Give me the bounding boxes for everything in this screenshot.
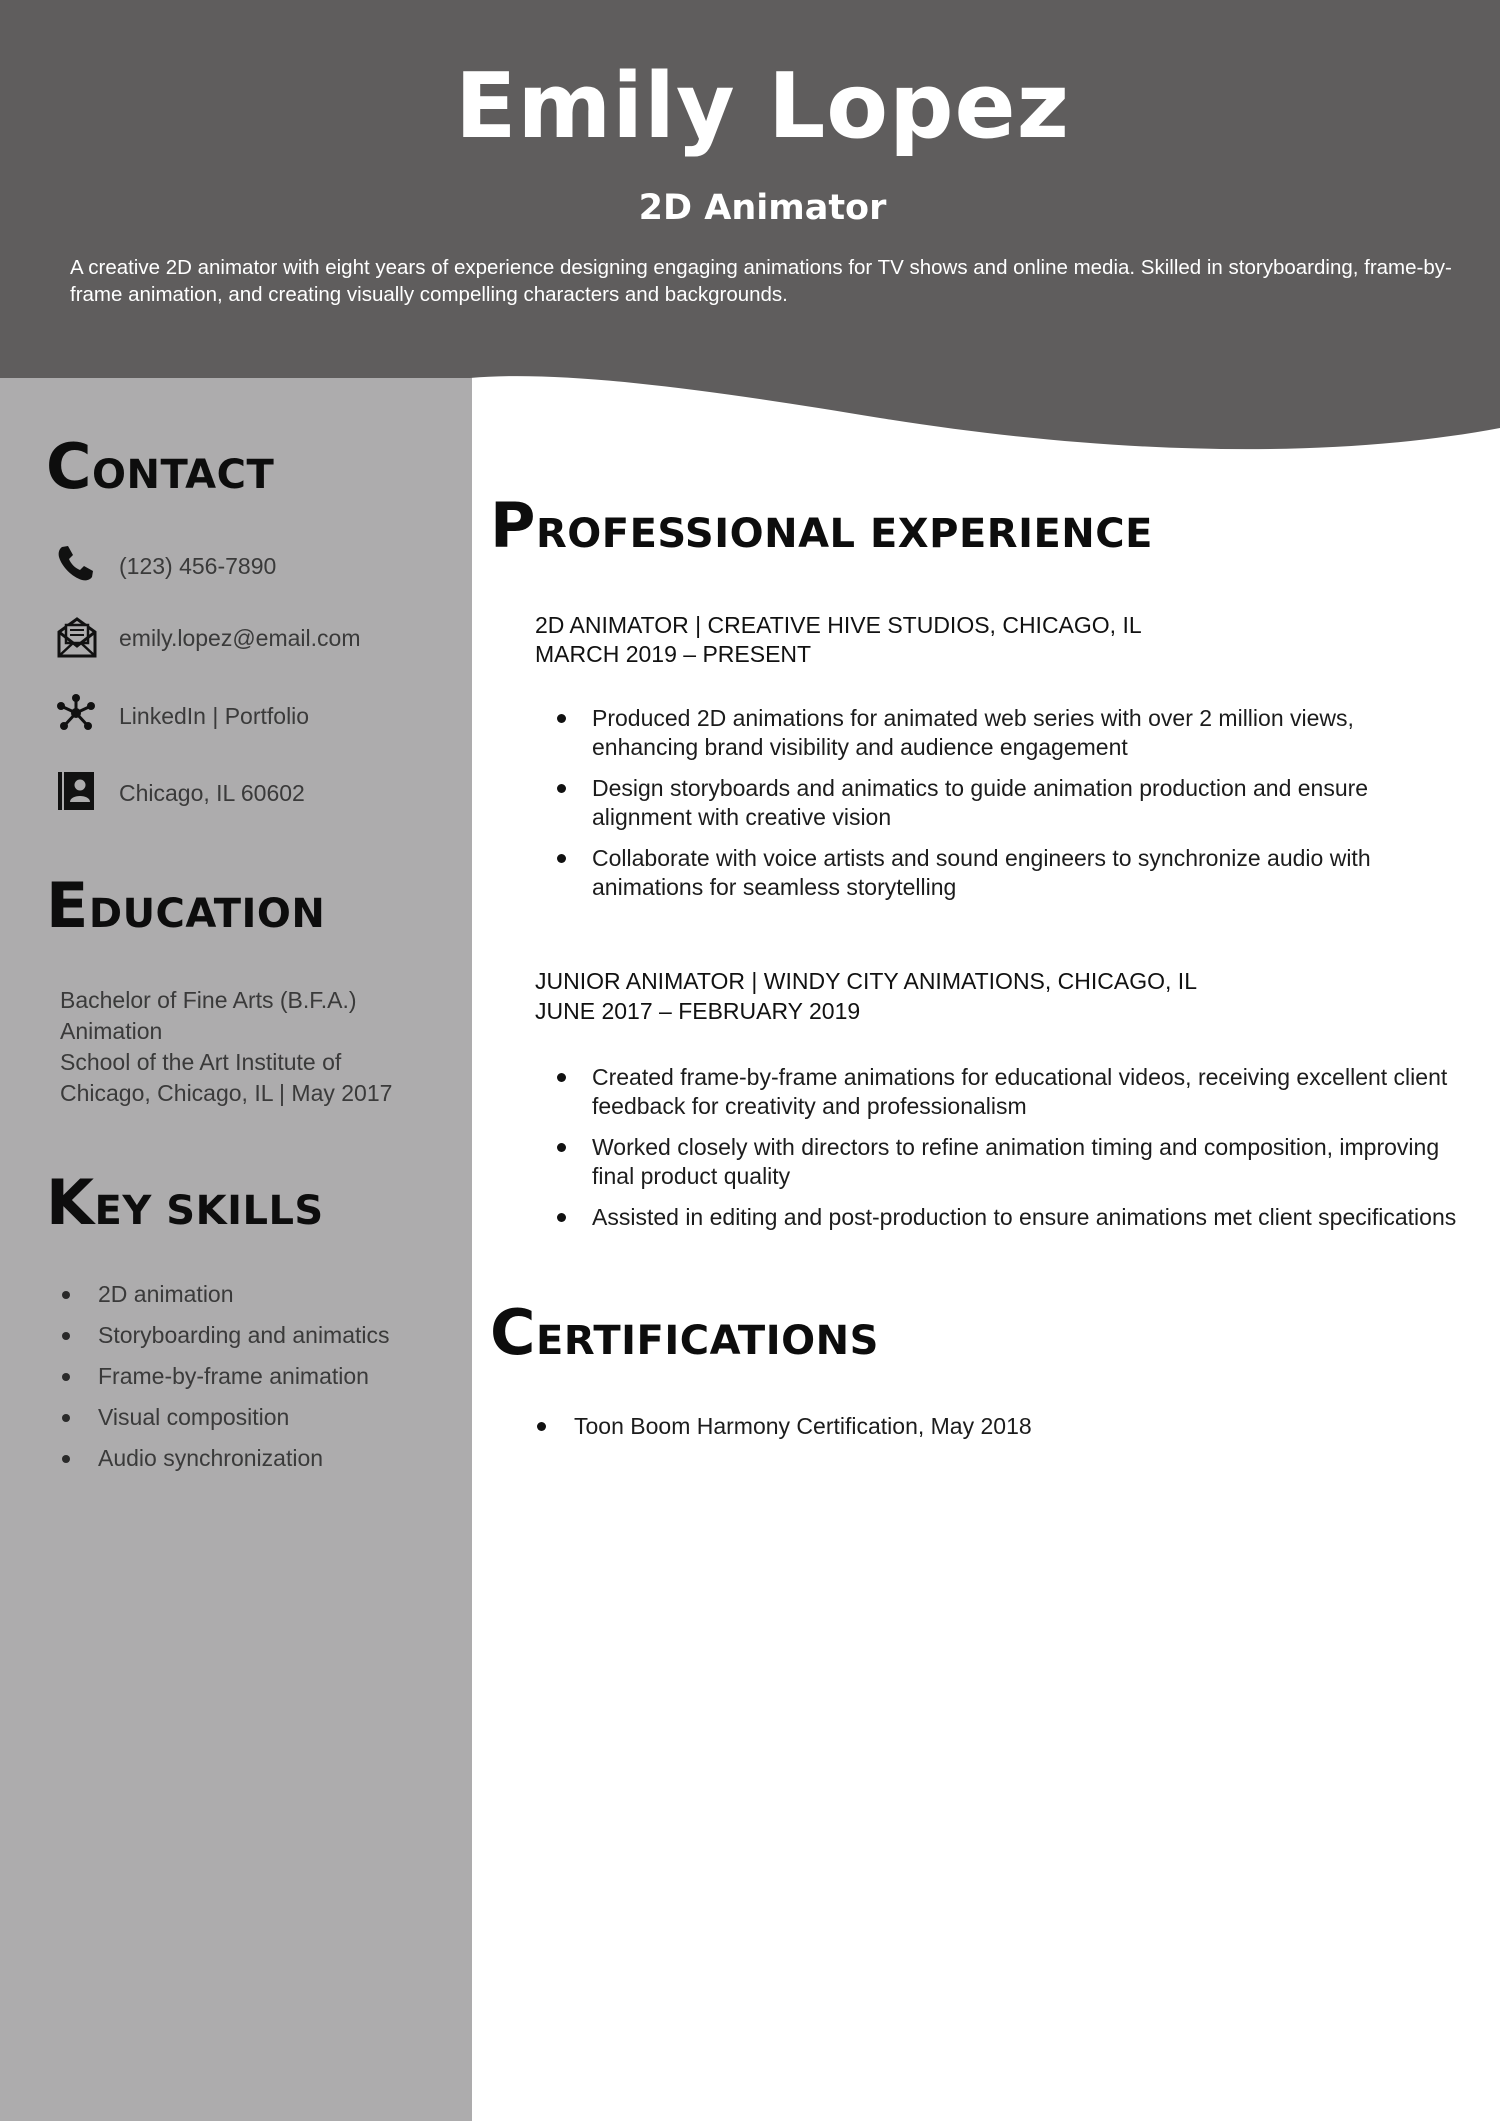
skills-heading: KEY SKILLS: [46, 1166, 324, 1239]
skill-item: Audio synchronization: [60, 1444, 460, 1485]
job-dates: MARCH 2019 – PRESENT: [535, 641, 812, 667]
phone-icon: [56, 543, 96, 583]
education-heading: EDUCATION: [46, 869, 326, 942]
profile-summary: A creative 2D animator with eight years of experience designing engaging animations for TV shows and online media. Skilled in storyboarding, frame-by-frame animation, and creating visually compelling characters and backgrounds.: [70, 256, 1452, 306]
certifications-list: [537, 1412, 1437, 1441]
network-icon: [56, 693, 96, 733]
contact-links-text: LinkedIn | Portfolio: [119, 703, 310, 729]
job-bullet: Produced 2D animations for animated web series with over 2 million views, enhancing brand visibility and audience engagement: [557, 704, 1457, 762]
experience-heading: PROFESSIONAL EXPERIENCE: [490, 489, 1153, 562]
skill-item: Storyboarding and animatics: [60, 1321, 460, 1362]
contact-address[interactable]: [56, 770, 456, 816]
education-major: Animation: [60, 1018, 163, 1044]
contact-heading: CONTACT: [46, 430, 275, 503]
job-bullet: Assisted in editing and post-production to ensure animations met client specifications: [557, 1203, 1457, 1232]
job-bullet: Design storyboards and animatics to guide animation production and ensure alignment with creative vision: [557, 774, 1457, 832]
job-dates: JUNE 2017 – FEBRUARY 2019: [535, 998, 861, 1024]
education-location-date: Chicago, Chicago, IL | May 2017: [60, 1080, 393, 1106]
skill-item: 2D animation: [60, 1280, 460, 1321]
resume-header: [0, 0, 1500, 330]
education-entry: [60, 985, 450, 1109]
candidate-name: Emily Lopez: [455, 54, 1070, 159]
job-title: JUNIOR ANIMATOR | WINDY CITY ANIMATIONS, CHICAGO, IL: [535, 968, 1197, 994]
job-bullets: [557, 1063, 1457, 1244]
job-bullet: Collaborate with voice artists and sound engineers to synchronize audio with animations for seamless storytelling: [557, 844, 1457, 902]
contact-phone[interactable]: [56, 543, 456, 589]
contact-links[interactable]: [56, 693, 456, 739]
certifications-heading: CERTIFICATIONS: [490, 1296, 879, 1369]
job-bullet: Created frame-by-frame animations for educational videos, receiving excellent client feedback for creativity and professionalism: [557, 1063, 1457, 1121]
skills-list: [60, 1280, 460, 1485]
address-book-icon: [56, 770, 96, 812]
education-school: School of the Art Institute of: [60, 1049, 342, 1075]
skill-item: Visual composition: [60, 1403, 460, 1444]
education-degree: Bachelor of Fine Arts (B.F.A.): [60, 987, 357, 1013]
contact-address-text: Chicago, IL 60602: [119, 780, 305, 806]
skill-item: Frame-by-frame animation: [60, 1362, 460, 1403]
job-title: 2D ANIMATOR | CREATIVE HIVE STUDIOS, CHICAGO, IL: [535, 612, 1142, 638]
contact-email-text: emily.lopez@email.com: [119, 625, 361, 651]
certification-item: Toon Boom Harmony Certification, May 2018: [537, 1412, 1437, 1441]
job-bullets: [557, 704, 1457, 914]
job-bullet: Worked closely with directors to refine animation timing and composition, improving final product quality: [557, 1133, 1457, 1191]
contact-phone-text: (123) 456-7890: [119, 553, 277, 579]
candidate-role: 2D Animator: [638, 188, 887, 228]
envelope-icon: [56, 615, 98, 659]
contact-email[interactable]: [56, 615, 456, 661]
